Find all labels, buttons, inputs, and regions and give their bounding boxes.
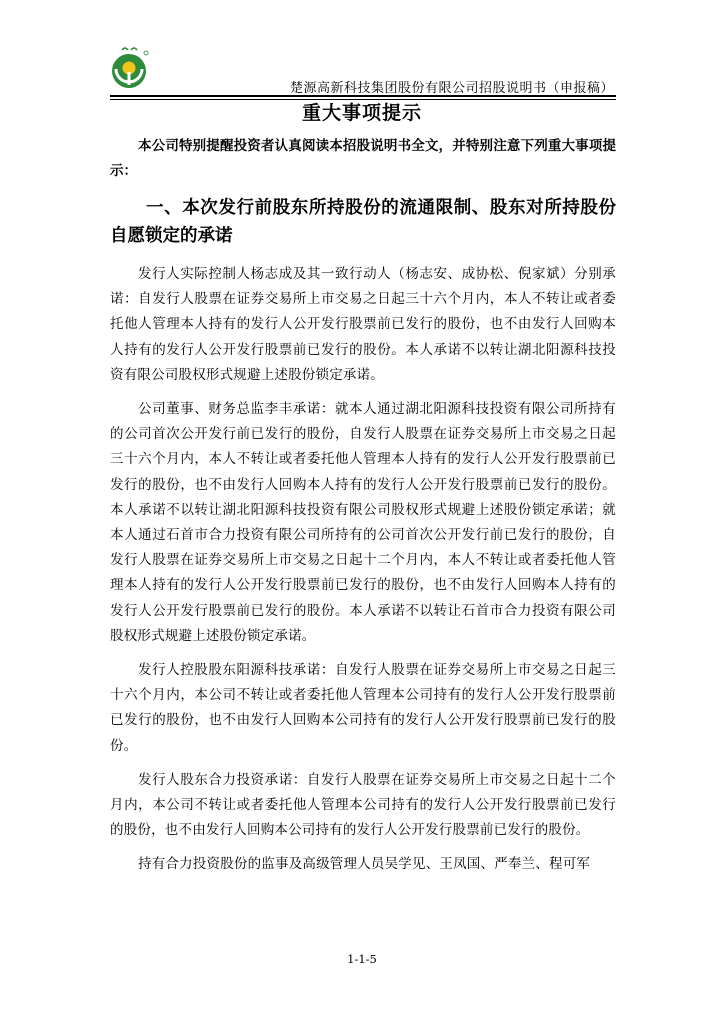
body-paragraph: 持有合力投资股份的监事及高级管理人员吴学见、王凤国、严奉兰、程可军 [138,856,591,873]
section-heading: 一、本次发行前股东所持股份的流通限制、股东对所持股份自愿锁定的承诺 [110,198,616,246]
intro-paragraph: 本公司特别提醒投资者认真阅读本招股说明书全文，并特别注意下列重大事项提示： [110,138,616,179]
page-title: 重大事项提示 [301,102,422,124]
body-paragraph: 发行人股东合力投资承诺：自发行人股票在证券交易所上市交易之日起十二个月内，本公司不转让或者委托他人管理本公司持有的发行人公开发行股票前已发行的股份，也不由发行人回购本公司持有的发行人公开发行股票前已发行的股份。 [110,771,616,839]
header-divider [110,95,616,97]
company-logo-icon [104,44,154,90]
body-paragraph: 发行人控股股东阳源科技承诺：自发行人股票在证券交易所上市交易之日起三十六个月内，本公司不转让或者委托他人管理本公司持有的发行人公开发行股票前已发行的股份，也不由发行人回购本公司持有的发行人公开发行股票前已发行的股份。 [110,662,616,754]
document-body [110,134,616,887]
document-header-title: 楚源高新科技集团股份有限公司招股说明书（申报稿） [289,81,614,96]
body-paragraph: 公司董事、财务总监李丰承诺：就本人通过湖北阳源科技投资有限公司所持有的公司首次公开发行前已发行的股份，自发行人股票在证券交易所上市交易之日起三十六个月内，本人不转让或者委托他人管理本人持有的发行人公开发行股票前已发行的股份，也不由发行人回购本人持有的发行人公开发行股票前已发行的股份。本人承诺不以转让湖北阳源科技投资有限公司股权形式规避上述股份锁定承诺；就本人通过石首市合力投资有限公司所持有的公司首次公开发行前已发行的股份，自发行人股票在证券交易所上市交易之日起十二个月内，本人不转让或者委托他人管理本人持有的发行人公开发行股票前已发行的股份，也不由发行人回购本人持有的发行人公开发行股票前已发行的股份。本人承诺不以转让石首市合力投资有限公司股权形式规避上述股份锁定承诺。 [110,401,616,644]
page-number: 1-1-5 [347,952,377,966]
body-paragraph: 发行人实际控制人杨志成及其一致行动人（杨志安、成协松、倪家斌）分别承诺：自发行人股票在证券交易所上市交易之日起三十六个月内，本人不转让或者委托他人管理本人持有的发行人公开发行股票前已发行的股份，也不由发行人回购本人持有的发行人公开发行股票前已发行的股份。本人承诺不以转让湖北阳源科技投资有限公司股权形式规避上述股份锁定承诺。 [110,266,616,383]
